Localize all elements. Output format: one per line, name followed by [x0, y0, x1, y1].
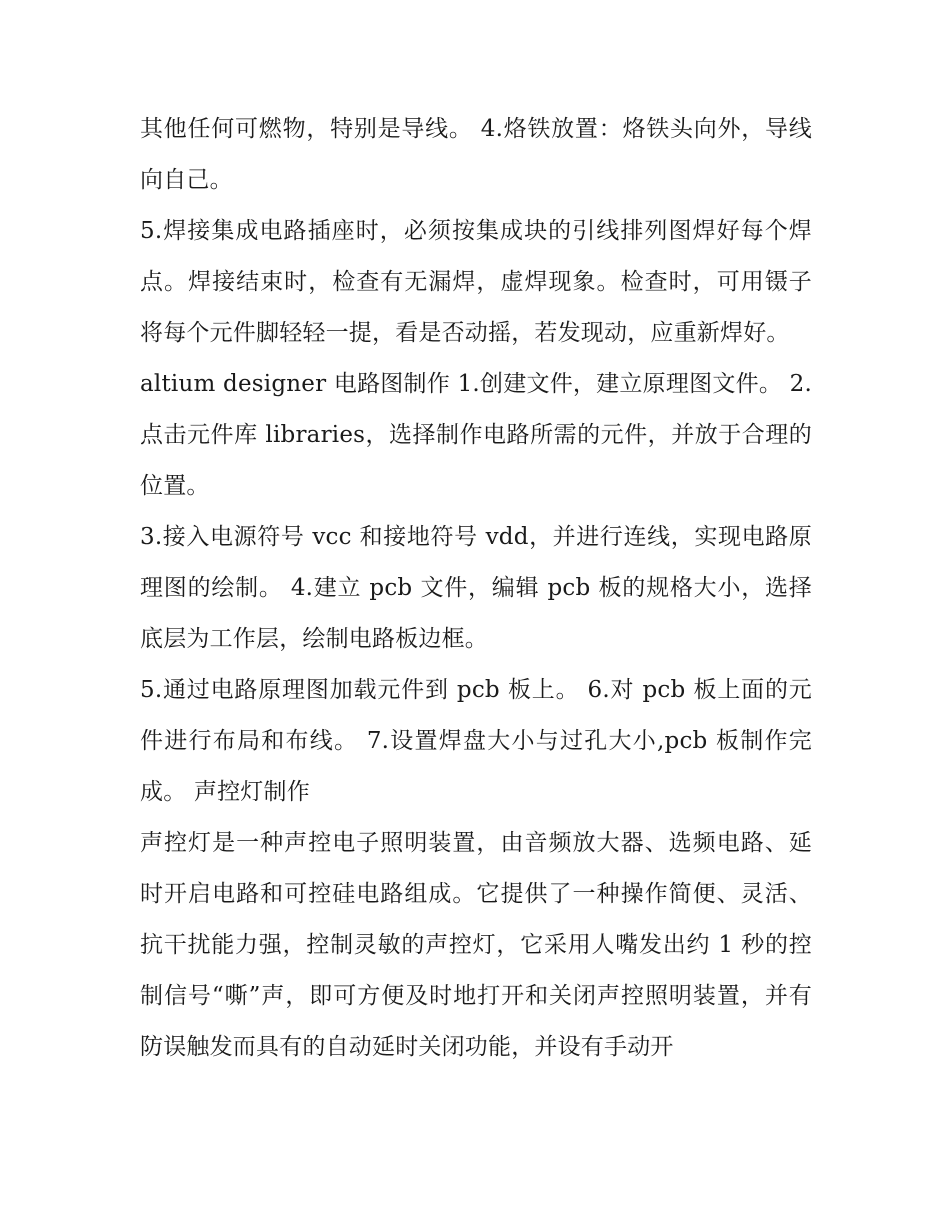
document-page	[140, 104, 812, 1073]
paragraph-altium-schematic: altium designer 电路图制作 1.创建文件，建立原理图文件。 2.点击元件库 libraries，选择制作电路所需的元件，并放于合理的位置。	[140, 371, 812, 499]
paragraph-power-ground-wiring: 3.接入电源符号 vcc 和接地符号 vdd，并进行连线，实现电路原理图的绘制。 4.建立 pcb 文件，编辑 pcb 板的规格大小，选择底层为工作层，绘制电路板边框。	[140, 524, 812, 652]
paragraph-ic-socket-soldering: 5.焊接集成电路插座时，必须按集成块的引线排列图焊好每个焊点。焊接结束时，检查有无漏焊，虚焊现象。检查时，可用镊子将每个元件脚轻轻一提，看是否动摇，若发现动，应重新焊好。	[140, 218, 812, 346]
paragraph-pcb-layout: 5.通过电路原理图加载元件到 pcb 板上。 6.对 pcb 板上面的元件进行布局和布线。 7.设置焊盘大小与过孔大小,pcb 板制作完成。 声控灯制作	[140, 677, 812, 805]
paragraph-voice-light-description: 声控灯是一种声控电子照明装置，由音频放大器、选频电路、延时开启电路和可控硅电路组成。它提供了一种操作简便、灵活、抗干扰能力强，控制灵敏的声控灯，它采用人嘴发出约 1 秒的控制信号“嘶”声，即可方便及时地打开和关闭声控照明装置，并有防误触发而具有的自动延时关闭功能，并设有手动开	[140, 830, 812, 1060]
paragraph-soldering-safety: 其他任何可燃物，特别是导线。 4.烙铁放置：烙铁头向外，导线向自己。	[140, 116, 812, 193]
